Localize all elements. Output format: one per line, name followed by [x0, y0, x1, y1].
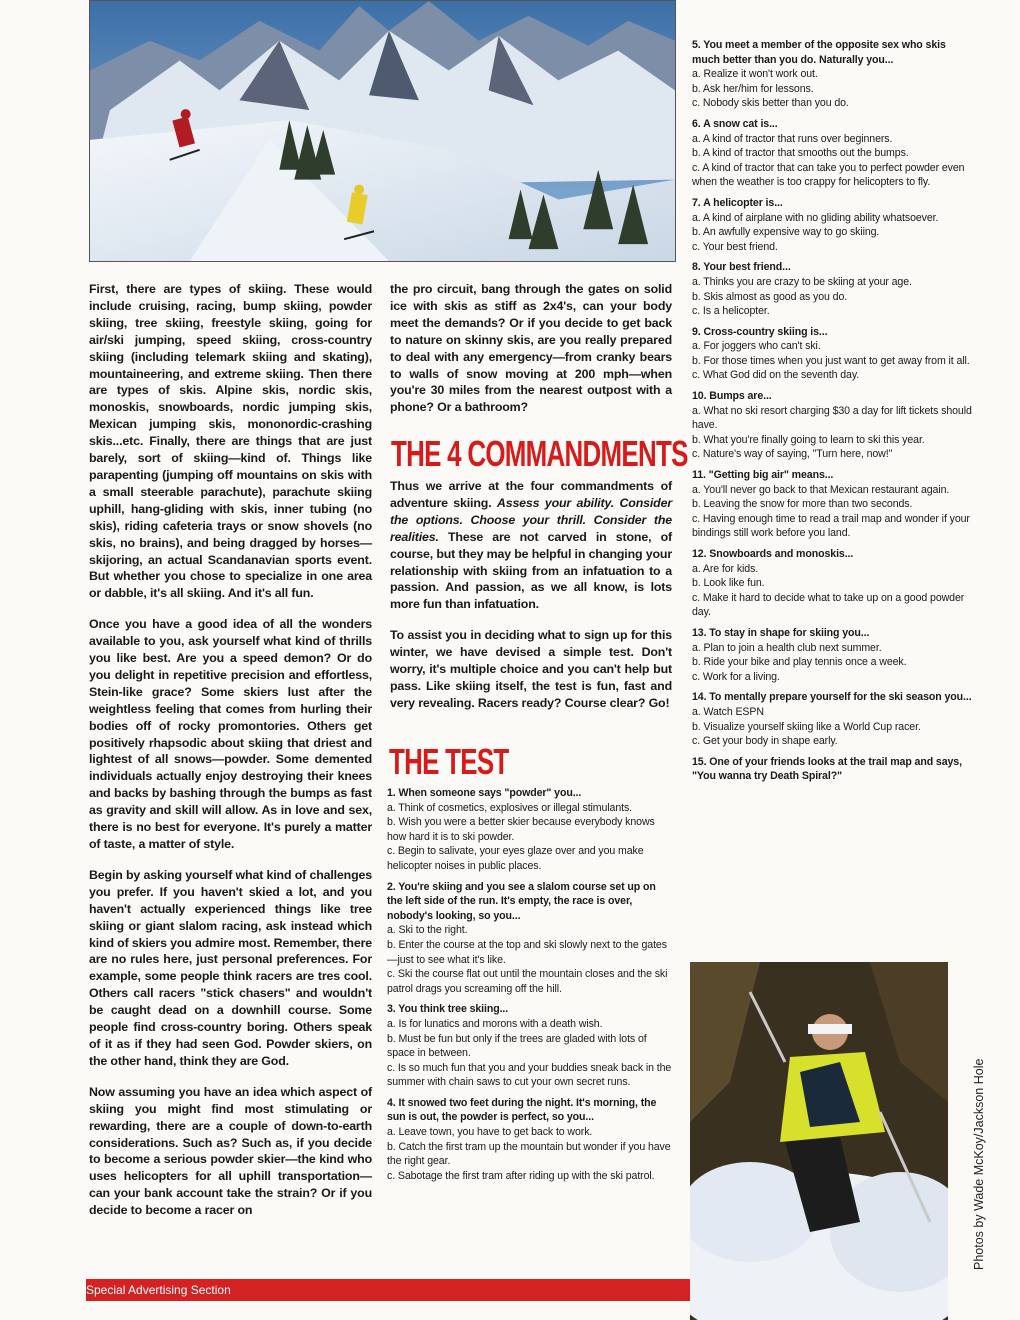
answer-option: b. Look like fun.: [692, 577, 765, 590]
answer-option: a. You'll never go back to that Mexican restaurant again.: [692, 483, 950, 496]
answer-option: a. Is for lunatics and morons with a death wish.: [387, 1017, 603, 1030]
question-stem: 13. To stay in shape for skiing you...: [692, 626, 870, 639]
answer-option: b. Skis almost as good as you do.: [692, 290, 848, 303]
question-stem: 5. You meet a member of the opposite sex who skis much better than you do. Naturally you...: [692, 39, 946, 66]
paragraph: the pro circuit, bang through the gates on solid ice with skis as stiff as 2x4's, can your body meet the demands? Or if you decide to get back to nature on skinny skis, are you really prepared to deal with any emergency—from cranky bears to walls of snow moving at 200 mph—when you're 30 miles from the nearest outpost with a phone? Or a bathroom?: [390, 282, 672, 415]
question-stem: 4. It snowed two feet during the night. It's morning, the sun is out, the powder is perfect, so you...: [387, 1096, 657, 1124]
question-stem: 1. When someone says "powder" you...: [387, 787, 582, 799]
commandments-lead: Thus we arrive at the four commandments of adventure skiing.: [390, 479, 672, 510]
body-column-1: [89, 281, 372, 1233]
answer-option: c. Is a helicopter.: [692, 305, 770, 318]
assist-paragraph: To assist you in deciding what to sign up for this winter, we have devised a simple test. Don't worry, it's multiple choice and you can't help but pass. Like skiing itself, the test is fun, fast and very revealing. Racers ready? Course clear? Go!: [390, 628, 672, 710]
commandments-list: Assess your ability. Consider the options. Choose your thrill. Consider the realities.: [390, 495, 672, 544]
quiz-question: [692, 196, 974, 254]
quiz-question: [387, 880, 672, 997]
answer-option: c. Begin to salivate, your eyes glaze over and you make helicopter noises in public places.: [387, 845, 644, 872]
answer-option: a. A kind of tractor that runs over beginners.: [692, 132, 893, 145]
answer-option: c. Is so much fun that you and your buddies sneak back in the summer with chain saws to cut your own secret runs.: [387, 1061, 672, 1089]
commandments-paragraph: [390, 478, 672, 613]
answer-option: c. A kind of tractor that can take you to perfect powder even when the weather is too crappy for helicopters to fly.: [692, 161, 965, 189]
answer-option: c. Work for a living.: [692, 670, 780, 683]
answer-option: c. Make it hard to decide what to take up on a good powder day.: [692, 591, 965, 619]
paragraph: Begin by asking yourself what kind of challenges you prefer. If you haven't skied a lot, and you haven't actually experienced things like tree skiing or giant slalom racing, ask instead which kind of skiers you admire most. Remember, there are no rules here, just personal preferences. For example, some people think racers are tres cool. Others call racers "stick chasers" and wouldn't be caught dead on a downhill course. Some people find cross-country boring. Others speak of it as if they had seen God. Powder skiers, on the other hand, think they are God.: [89, 867, 372, 1068]
question-stem: 6. A snow cat is...: [692, 117, 778, 130]
question-stem: 9. Cross-country skiing is...: [692, 325, 828, 338]
answer-option: c. Nobody skis better than you do.: [692, 97, 849, 110]
quiz-questions-column-2: [387, 786, 672, 1189]
quiz-question: [692, 547, 974, 620]
answer-option: b. Must be fun but only if the trees are gladed with lots of space in between.: [387, 1032, 647, 1060]
paragraph: First, there are types of skiing. These would include cruising, racing, bump skiing, powder skiing, tree skiing, freestyle skiing, going for air/ski jumping, speed skiing, cross-country skiing (including telemark skiing and skating), mountaineering, and extreme skiing. Then there are types of skis. Alpine skis, nordic skis, monoskis, snowboards, nordic jumping skis, Mexican jumping skis, mononordic-crashing skis...etc. Finally, there are things that are just barely, sort of skiing—kind of. Things like parapenting (jumping off mountains on skis with a small steerable parachute), parachute skiing uphill, hang-gliding with skis, inner tubing (no skis), riding cafeteria trays or snow shovels (no skis, no brains), and being dragged by horses—skijoring, an actual Scandanavian sports event. But whether you chose to specialize in one area or dabble, it's all skiing. And it's all fun.: [89, 282, 372, 601]
quiz-question: [692, 690, 974, 748]
question-stem: 7. A helicopter is...: [692, 196, 783, 209]
answer-option: b. Ask her/him for lessons.: [692, 82, 814, 95]
answer-option: c. Get your body in shape early.: [692, 735, 838, 748]
question-stem: 2. You're skiing and you see a slalom course set up on the left side of the run. It's empty, the race is over, nobody's looking, so you...: [387, 880, 656, 922]
quiz-question: [387, 786, 672, 874]
commandments-rest: These are not carved in stone, of course, but they may be helpful in changing your relationship with skiing from an infatuation to a passion. And passion, as we all know, is lots more fun than infatuation.: [390, 529, 672, 612]
quiz-question: [692, 38, 974, 111]
answer-option: a. Plan to join a health club next summer.: [692, 641, 882, 654]
answer-option: b. An awfully expensive way to go skiing.: [692, 226, 880, 239]
answer-option: a. Realize it won't work out.: [692, 68, 818, 81]
headline-test: THE TEST: [389, 741, 509, 782]
answer-option: a. Leave town, you have to get back to work.: [387, 1126, 593, 1139]
skier-powder-photo: [690, 962, 948, 1320]
quiz-question: [692, 260, 974, 318]
answer-option: a. A kind of airplane with no gliding ability whatsoever.: [692, 211, 939, 224]
answer-option: b. Ride your bike and play tennis once a week.: [692, 656, 907, 669]
answer-option: a. What no ski resort charging $30 a day for lift tickets should have.: [692, 404, 972, 432]
mountain-ski-photo: [89, 0, 676, 262]
answer-option: c. What God did on the seventh day.: [692, 369, 860, 382]
answer-option: c. Nature's way of saying, "Turn here, now!": [692, 448, 893, 461]
answer-option: c. Having enough time to read a trail map and wonder if your bindings still work before you land.: [692, 512, 970, 540]
answer-option: a. For joggers who can't ski.: [692, 340, 821, 353]
question-stem: 14. To mentally prepare yourself for the ski season you...: [692, 691, 972, 704]
footer-bar: [86, 1279, 690, 1301]
answer-option: a. Ski to the right.: [387, 924, 468, 937]
answer-option: b. Wish you were a better skier because everybody knows how hard it is to ski powder.: [387, 816, 655, 843]
answer-option: b. Leaving the snow for more than two seconds.: [692, 498, 913, 511]
answer-option: a. Thinks you are crazy to be skiing at your age.: [692, 275, 912, 288]
paragraph: Once you have a good idea of all the wonders available to you, ask yourself what kind of thrills you like best. Are you a speed demon? Or do you delight in repetitive precision and effortless, Stein-like grace? Some skiers lust after the weightless feeling that comes from hurling their bodies off of rocky promontories. Others get positively rhapsodic about skiing that driest and lightest of all snows—powder. Some demented individuals actually enjoy destroying their knees and backs by bashing through the bumps as fast as gravity and skill will allow. As in love and sex, there is no best for everyone. It's purely a matter of taste, a matter of style.: [89, 617, 372, 851]
paragraph: Now assuming you have an idea which aspect of skiing you might find most stimulating or rewarding, there are a couple of down-to-earth considerations. Such as? Such as, if you decide to become a serious powder skier—the kind who uses helicopters for all uphill transportation—can your bank account take the strain? Or if you decide to become a racer on: [89, 1084, 372, 1218]
answer-option: b. Catch the first tram up the mountain but wonder if you have the right gear.: [387, 1140, 671, 1168]
quiz-questions-column-3: [692, 38, 974, 790]
quiz-question: [692, 325, 974, 383]
question-stem: 15. One of your friends looks at the trail map and says, "You wanna try Death Spiral?": [692, 755, 962, 783]
question-stem: 12. Snowboards and monoskis...: [692, 548, 854, 560]
answer-option: c. Your best friend.: [692, 240, 778, 253]
answer-option: c. Ski the course flat out until the mountain closes and the ski patrol drags you screaming off the hill.: [387, 968, 668, 995]
quiz-question: [692, 755, 974, 784]
answer-option: b. Visualize yourself skiing like a World Cup racer.: [692, 720, 921, 733]
headline-commandments: THE 4 COMMANDMENTS: [391, 433, 688, 474]
body-column-2: [390, 281, 672, 430]
answer-option: b. What you're finally going to learn to ski this year.: [692, 433, 925, 446]
quiz-question: [387, 1002, 672, 1090]
quiz-question: [692, 389, 974, 462]
quiz-question: [692, 468, 974, 541]
answer-option: b. For those times when you just want to get away from it all.: [692, 354, 970, 367]
photo-credit: Photos by Wade McKoy/Jackson Hole: [972, 1058, 986, 1270]
answer-option: a. Are for kids.: [692, 562, 759, 575]
answer-option: a. Watch ESPN: [692, 705, 764, 718]
quiz-question: [387, 1096, 672, 1184]
commandments-section: [390, 478, 672, 726]
question-stem: 11. "Getting big air" means...: [692, 469, 834, 482]
answer-option: c. Sabotage the first tram after riding up with the ski patrol.: [387, 1169, 655, 1182]
footer-label: Special Advertising Section: [86, 1283, 231, 1297]
quiz-question: [692, 117, 974, 190]
answer-option: b. A kind of tractor that smooths out the bumps.: [692, 147, 909, 160]
answer-option: b. Enter the course at the top and ski slowly next to the gates—just to see what it's like.: [387, 938, 667, 966]
question-stem: 10. Bumps are...: [692, 390, 772, 403]
question-stem: 8. Your best friend...: [692, 261, 791, 274]
quiz-question: [692, 626, 974, 684]
answer-option: a. Think of cosmetics, explosives or illegal stimulants.: [387, 801, 633, 814]
question-stem: 3. You think tree skiing...: [387, 1003, 509, 1016]
